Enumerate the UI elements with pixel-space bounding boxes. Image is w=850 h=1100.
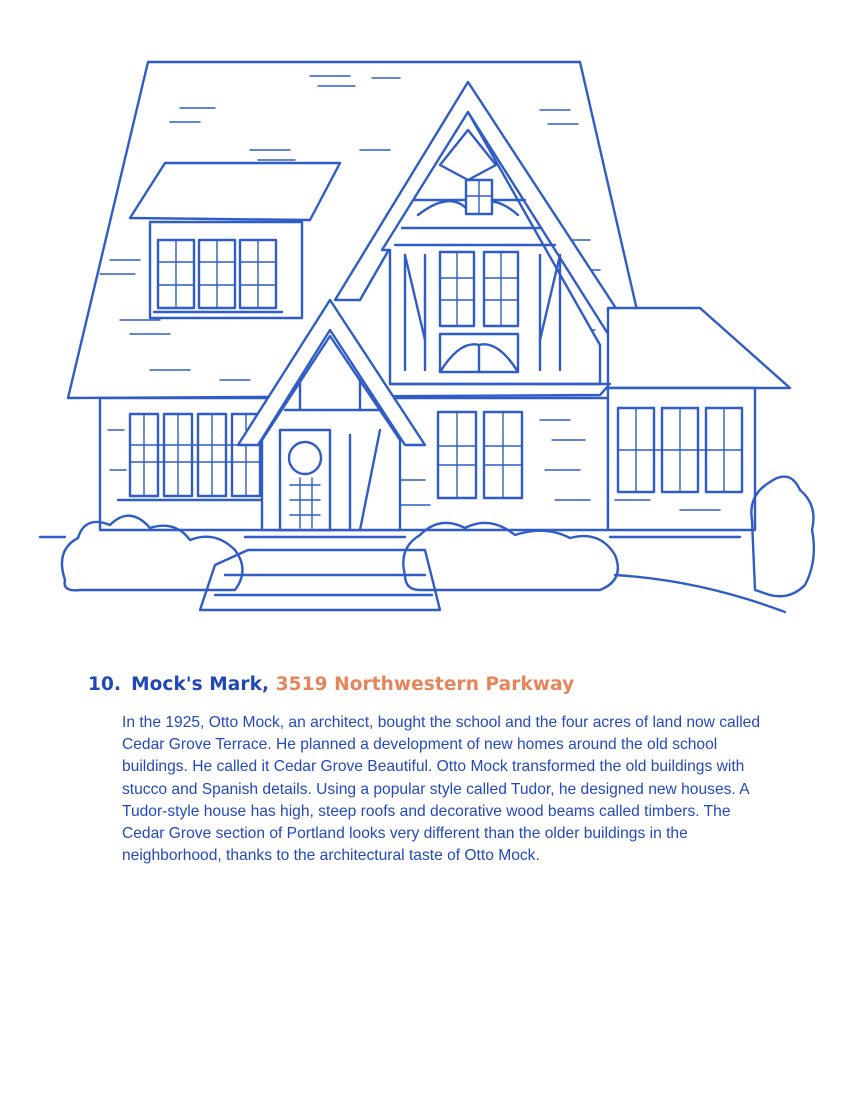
dormer-windows <box>154 240 282 312</box>
side-windows <box>618 408 742 492</box>
section-heading <box>88 674 574 695</box>
section-number: 10. <box>88 674 122 695</box>
section-title: Mock's Mark, <box>131 674 270 695</box>
body-paragraph: In the 1925, Otto Mock, an architect, bought the school and the four acres of land now called Cedar Grove Terrace. He planned a development of new homes around the old school buildings. He called it Cedar Grove Beautiful. Otto Mock transformed the old buildings with stucco and Spanish details. Using a popular style called Tudor, he designed new houses. A Tudor-style house has high, steep roofs and decorative wood beams called timbers. The Cedar Grove section of Portland looks very different than the older buildings in the neighborhood, thanks to the architectural taste of Otto Mock. <box>122 714 761 865</box>
side-roof <box>608 308 790 388</box>
lawn-slope <box>615 575 785 612</box>
dormer-roof <box>130 163 340 220</box>
section-address: 3519 Northwestern Parkway <box>275 674 575 695</box>
